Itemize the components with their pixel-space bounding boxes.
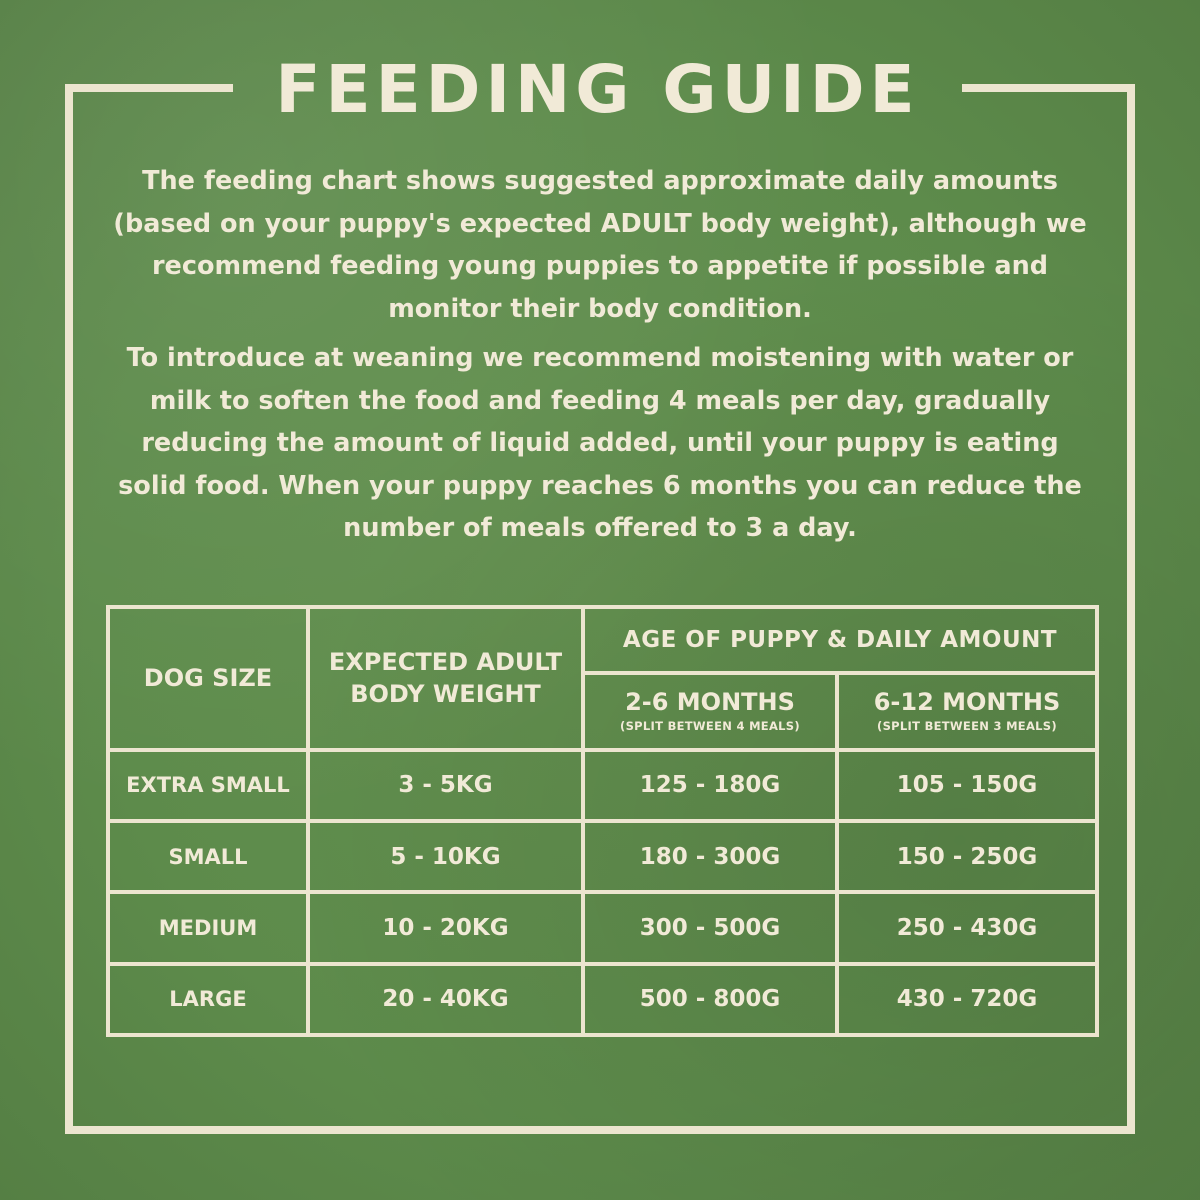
frame-right-line [1127, 84, 1135, 1134]
feeding-table [106, 605, 1099, 1037]
header-6-12-months-label: 6-12 MONTHS [873, 688, 1061, 717]
header-6-12-months-note: (SPLIT BETWEEN 3 MEALS) [877, 719, 1057, 734]
frame-left-line [65, 84, 73, 1134]
frame-bottom-line [65, 1126, 1135, 1134]
cell-dog-size: LARGE [108, 964, 308, 1035]
cell-amount-2-6: 180 - 300G [583, 821, 837, 892]
cell-weight: 10 - 20KG [308, 892, 583, 963]
table-header-row [108, 607, 1097, 673]
table-row [108, 750, 1097, 821]
header-expected-weight [308, 607, 583, 750]
header-expected-weight-line2: BODY WEIGHT [350, 680, 541, 709]
cell-dog-size: SMALL [108, 821, 308, 892]
header-expected-weight-line1: EXPECTED ADULT [328, 648, 563, 677]
weaning-paragraph: To introduce at weaning we recommend moistening with water or milk to soften the food and feeding 4 meals per day, gradually reducing the amount of liquid added, until your puppy is eating solid food. When your puppy reaches 6 months you can reduce the number of meals offered to 3 a day. [118, 343, 1082, 543]
frame-top-right-line [962, 84, 1135, 92]
cell-amount-6-12: 430 - 720G [837, 964, 1097, 1035]
cell-weight: 5 - 10KG [308, 821, 583, 892]
header-2-6-months-label: 2-6 MONTHS [625, 688, 795, 717]
cell-amount-6-12: 150 - 250G [837, 821, 1097, 892]
cell-weight: 20 - 40KG [308, 964, 583, 1035]
header-2-6-months [583, 673, 837, 750]
cell-amount-6-12: 250 - 430G [837, 892, 1097, 963]
cell-dog-size: EXTRA SMALL [108, 750, 308, 821]
cell-amount-2-6: 500 - 800G [583, 964, 837, 1035]
header-2-6-months-note: (SPLIT BETWEEN 4 MEALS) [620, 719, 800, 734]
frame-top-left-line [65, 84, 233, 92]
cell-amount-6-12: 105 - 150G [837, 750, 1097, 821]
cell-amount-2-6: 125 - 180G [583, 750, 837, 821]
cell-dog-size: MEDIUM [108, 892, 308, 963]
header-dog-size: DOG SIZE [108, 607, 308, 750]
cell-amount-2-6: 300 - 500G [583, 892, 837, 963]
table-row [108, 892, 1097, 963]
table-row [108, 821, 1097, 892]
intro-paragraph: The feeding chart shows suggested approximate daily amounts (based on your puppy's expected ADULT body weight), although we recommend feeding young puppies to appetite if possible and monitor their body condition. [113, 166, 1087, 324]
header-6-12-months [837, 673, 1097, 750]
header-age-daily-amount: AGE OF PUPPY & DAILY AMOUNT [583, 607, 1097, 673]
cell-weight: 3 - 5KG [308, 750, 583, 821]
page-title: FEEDING GUIDE [275, 51, 920, 128]
table-row [108, 964, 1097, 1035]
